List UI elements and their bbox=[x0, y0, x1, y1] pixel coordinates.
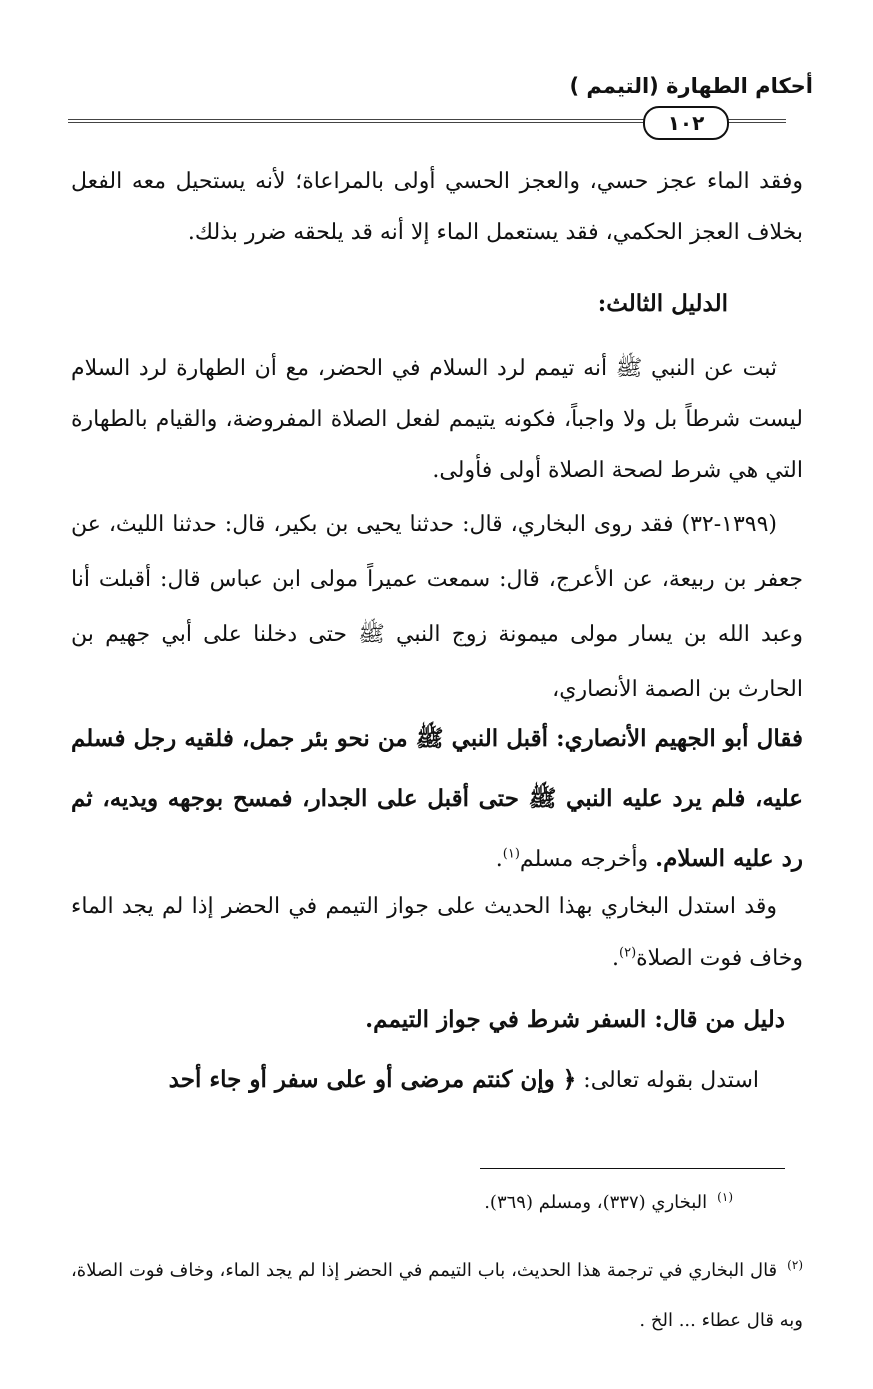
paragraph-2 bbox=[71, 343, 803, 496]
heading-third-evidence: الدليل الثالث: bbox=[597, 290, 728, 317]
footnote-1 bbox=[73, 1190, 733, 1213]
paragraph-6 bbox=[71, 1065, 785, 1096]
heading-travel-condition: دليل من قال: السفر شرط في جواز التيمم. bbox=[365, 1006, 785, 1033]
hadith-text-bold: فقال أبو الجهيم الأنصاري: أقبل النبي ﷺ من نحو بئر جمل، فلقيه رجل فسلم عليه، فلم يرد عليه النبي ﷺ حتى أقبل على الجدار، فمسح بوجهه ويديه، ثم رد عليه السلام. bbox=[71, 725, 803, 872]
quran-verse-text: ﴿ وإن كنتم مرضى أو على سفر أو جاء أحد bbox=[168, 1066, 577, 1093]
running-header-title: أحكام الطهارة (التيمم ) bbox=[569, 74, 813, 98]
footnote-2-text: قال البخاري في ترجمة هذا الحديث، باب التيمم في الحضر إذا لم يجد الماء، وخاف فوت الصلاة، وبه قال عطاء ... الخ . bbox=[71, 1260, 803, 1331]
footnote-2-number: (٢) bbox=[787, 1258, 803, 1272]
page-number: ١٠٢ bbox=[643, 106, 729, 140]
paragraph-2-text: ثبت عن النبي ﷺ أنه تيمم لرد السلام في الحضر، مع أن الطهارة لرد السلام ليست شرطاً بل ولا واجباً، فكونه يتيمم لفعل الصلاة المفروضة، والقيام بالطهارة التي هي شرط لصحة الصلاة أولى فأولى. bbox=[71, 356, 803, 483]
paragraph-1-text: وفقد الماء عجز حسي، والعجز الحسي أولى بالمراعاة؛ لأنه يستحيل معه الفعل بخلاف العجز الحكمي، فقد يستعمل الماء إلا أنه قد يلحقه ضرر بذلك. bbox=[71, 169, 803, 245]
footnote-ref-2[interactable]: (٢) bbox=[619, 945, 637, 961]
hadith-chain-paragraph bbox=[71, 497, 803, 717]
footnote-ref-1[interactable]: (١) bbox=[502, 846, 520, 862]
paragraph-6-lead: استدل بقوله تعالى: bbox=[583, 1068, 759, 1093]
hadith-text-paragraph: فقال أبو الجهيم الأنصاري: أقبل النبي ﷺ من نحو بئر جمل، فلقيه رجل فسلم عليه، فلم يرد عليه النبي ﷺ حتى أقبل على الجدار، فمسح بوجهه ويديه، ثم رد عليه السلام. وأخرجه مسلم$^{(١)}$. bbox=[71, 725, 803, 872]
paragraph-1 bbox=[71, 156, 803, 258]
footnote-1-number: (١) bbox=[717, 1190, 733, 1204]
hadith-source-text: وأخرجه مسلم bbox=[519, 847, 649, 872]
paragraph-5-text: وقد استدل البخاري بهذا الحديث على جواز التيمم في الحضر إذا لم يجد الماء وخاف فوت الصلاة bbox=[71, 894, 803, 971]
footnote-separator bbox=[480, 1168, 785, 1169]
footnote-1-text: البخاري (٣٣٧)، ومسلم (٣٦٩). bbox=[484, 1192, 708, 1213]
paragraph-5: وقد استدل البخاري بهذا الحديث على جواز التيمم في الحضر إذا لم يجد الماء وخاف فوت الصلاة$^{(٢)}$. bbox=[71, 894, 803, 971]
hadith-chain-text: (١٣٩٩-٣٢) فقد روى البخاري، قال: حدثنا يحيى بن بكير، قال: حدثنا الليث، عن جعفر بن ربيعة، عن الأعرج، قال: سمعت عميراً مولى ابن عباس قال: أقبلت أنا وعبد الله بن يسار مولى ميمونة زوج النبي ﷺ حتى دخلنا على أبي جهيم بن الحارث بن الصمة الأنصاري، bbox=[71, 512, 803, 702]
footnote-2 bbox=[71, 1240, 803, 1346]
